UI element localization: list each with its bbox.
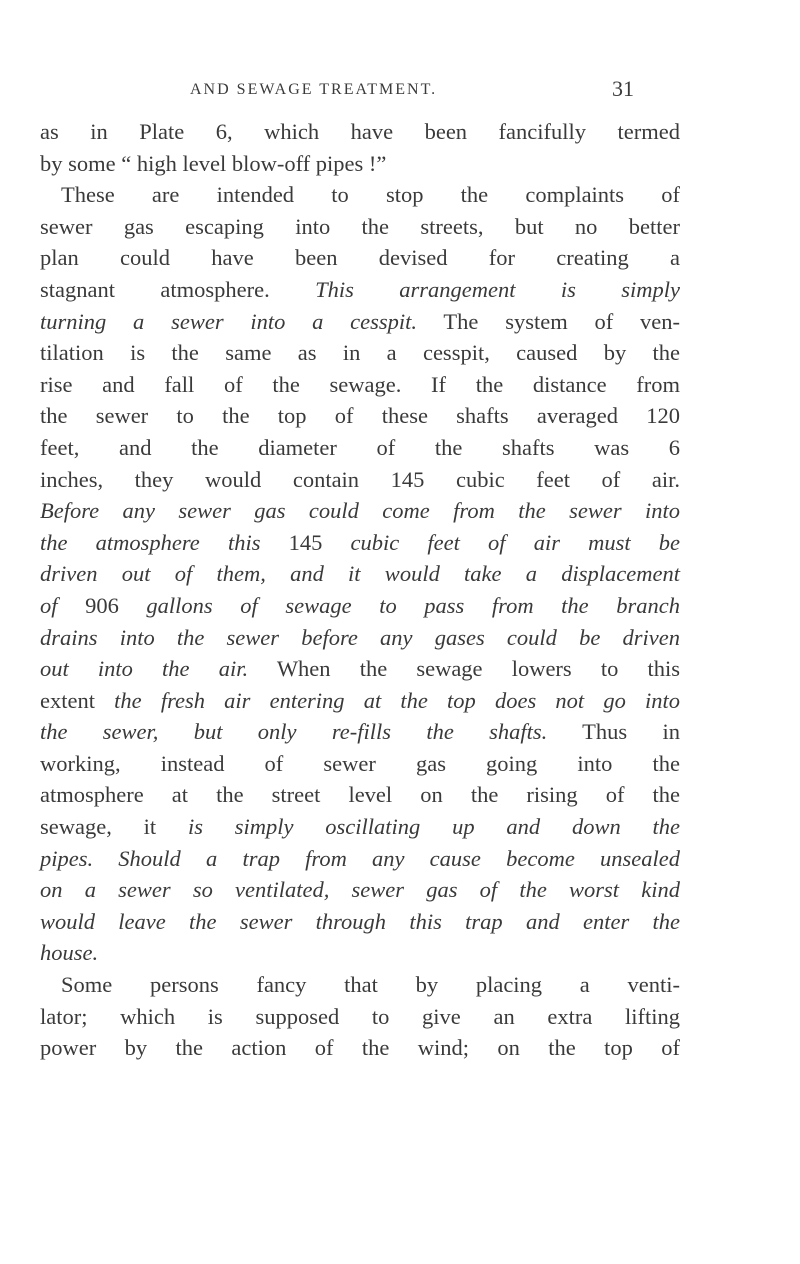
text-line-23: sewage, it is simply oscillating up and down the (40, 814, 681, 840)
text-line-19: extent the fresh air entering at the top does not go into (40, 687, 680, 713)
text-line-24: pipes. Should a trap from any cause become unsealed (40, 845, 680, 871)
text-line-10: the sewer to the top of these shafts averaged 120 (40, 403, 680, 429)
text-line-26: would leave the sewer through this trap and enter the (40, 908, 680, 934)
text-line-25: on a sewer so ventilated, sewer gas of the worst kind (40, 877, 680, 903)
text-line-16: of 906 gallons of sewage to pass from the branch (40, 592, 680, 618)
text-line-22: atmosphere at the street level on the rising of the (40, 782, 680, 808)
text-line-30: power by the action of the wind; on the top of (40, 1035, 680, 1061)
text-line-15: driven out of them, and it would take a displacement (40, 561, 680, 587)
text-line-21: working, instead of sewer gas going into the (40, 750, 680, 776)
text-line-6: stagnant atmosphere. This arrangement is simply (40, 276, 680, 302)
text-line-12: inches, they would contain 145 cubic feet of air. (40, 466, 680, 492)
text-line-20: the sewer, but only re-fills the shafts. Thus in (40, 719, 680, 745)
text-line-17: drains into the sewer before any gases could be driven (40, 624, 680, 650)
text-line-13: Before any sewer gas could come from the sewer into (40, 498, 680, 524)
text-line-11: feet, and the diameter of the shafts was 6 (40, 434, 680, 460)
text-line-3: These are intended to stop the complaints of (61, 182, 680, 208)
running-head: AND SEWAGE TREATMENT. (190, 81, 438, 98)
text-line-8: tilation is the same as in a cesspit, caused by the (40, 340, 680, 366)
text-line-29: lator; which is supposed to give an extra lifting (40, 1003, 680, 1029)
page-number: 31 (612, 76, 634, 101)
text-line-5: plan could have been devised for creating a (40, 245, 680, 271)
text-line-18: out into the air. When the sewage lowers to this (40, 656, 680, 682)
text-line-4: sewer gas escaping into the streets, but no better (40, 213, 680, 239)
text-line-14: the atmosphere this 145 cubic feet of air must be (40, 529, 681, 555)
text-line-7: turning a sewer into a cesspit. The system of ven- (40, 308, 680, 334)
text-line-9: rise and fall of the sewage. If the distance from (40, 371, 680, 397)
body-text (40, 116, 680, 1064)
text-line-2: by some “ high level blow-off pipes !” (40, 150, 387, 176)
text-line-1: as in Plate 6, which have been fancifully termed (40, 119, 680, 144)
text-line-28: Some persons fancy that by placing a venti- (61, 972, 680, 998)
text-line-27: house. (40, 940, 99, 966)
